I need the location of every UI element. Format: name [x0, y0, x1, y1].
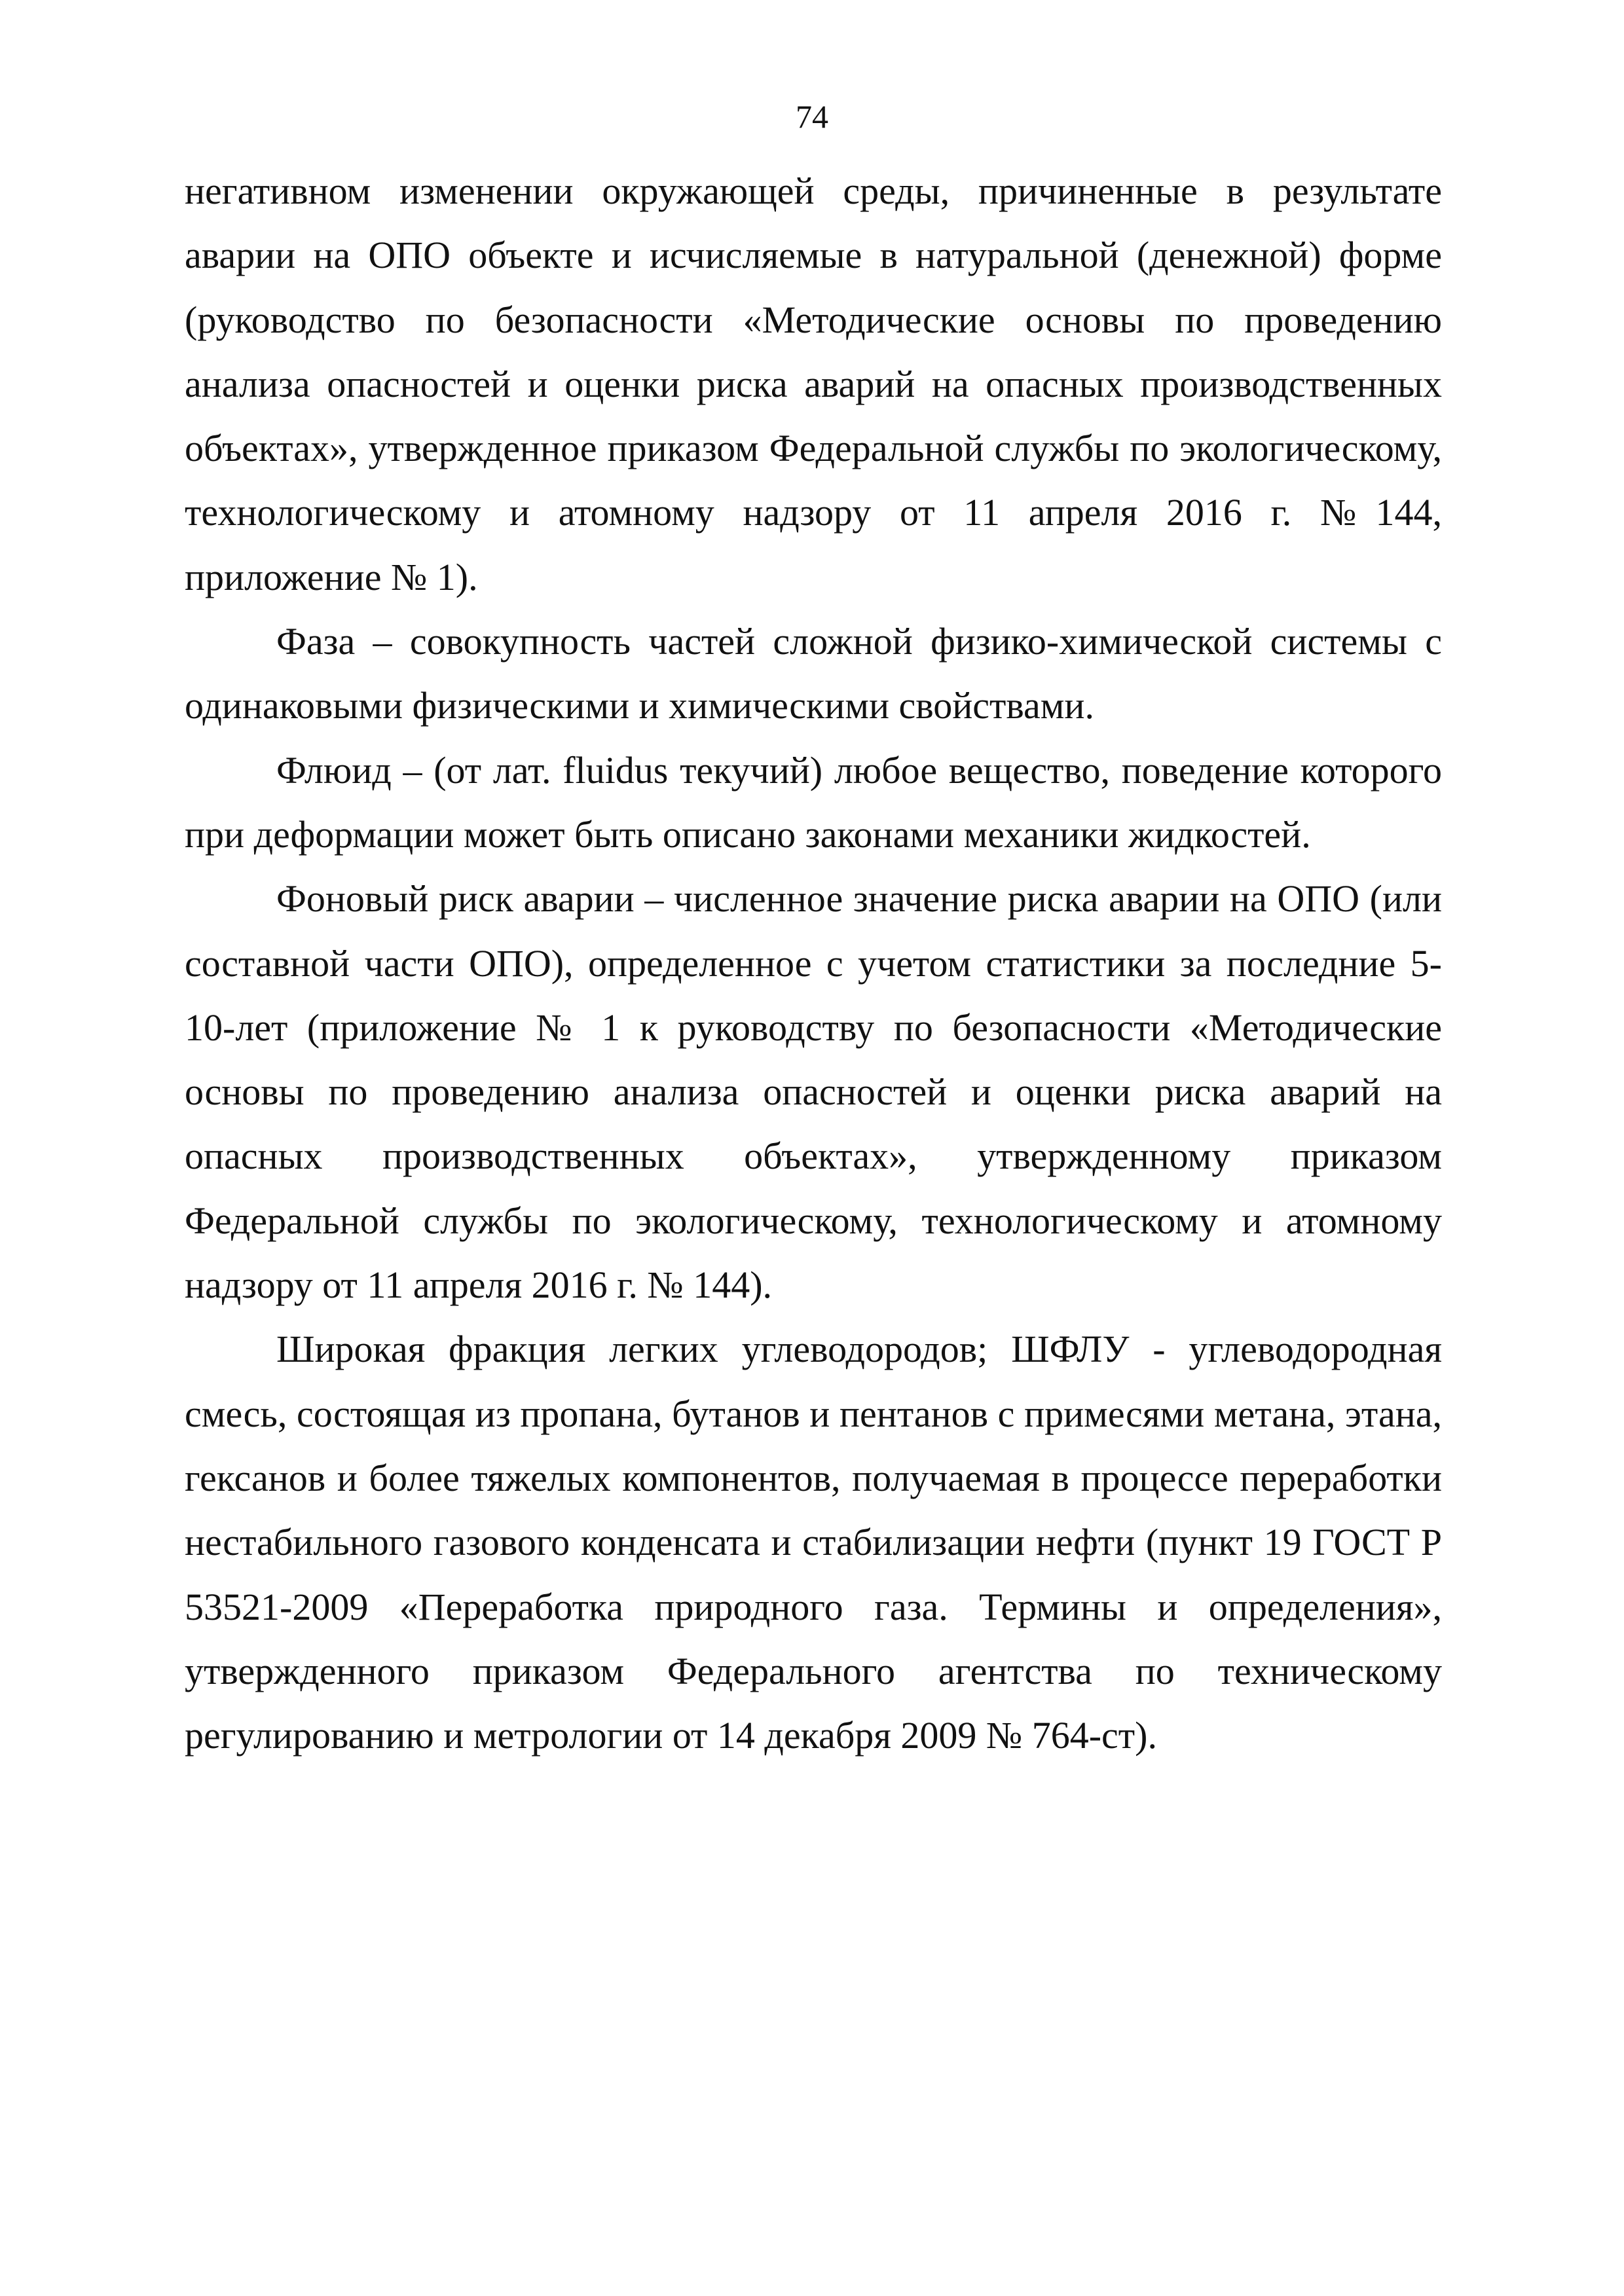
paragraph-definition-ngl: Широкая фракция легких углеводородов; ШФЛУ - углеводородная смесь, состоящая из пропана, бутанов и пентанов с примесями метана, этана, гексанов и более тяжелых компонентов, получаемая в процессе переработки нестабильного газового конденсата и стабилизации нефти (пункт 19 ГОСТ Р 53521-2009 «Переработка природного газа. Термины и определения», утвержденного приказом Федерального агентства по техническому регулированию и метрологии от 14 декабря 2009 № 764-ст). [185, 1328, 1442, 1757]
document-body [185, 159, 1442, 1768]
paragraph-definition-fluid: Флюид – (от лат. fluidus текучий) любое вещество, поведение которого при деформации может быть описано законами механики жидкостей. [185, 748, 1442, 856]
paragraph-definition-phase: Фаза – совокупность частей сложной физико-химической системы с одинаковыми физическими и химическими свойствами. [185, 620, 1442, 727]
paragraph-continuation: негативном изменении окружающей среды, причиненные в результате аварии на ОПО объекте и исчисляемые в натуральной (денежной) форме (руководство по безопасности «Методические основы по проведению анализа опасностей и оценки риска аварий на опасных производственных объектах», утвержденное приказом Федеральной службы по экологическому, технологическому и атомному надзору от 11 апреля 2016 г. №144, приложение № 1). [185, 170, 1442, 598]
page-number: 74 [796, 98, 828, 135]
paragraph-definition-background-risk: Фоновый риск аварии – численное значение риска аварии на ОПО (или составной части ОПО), определенное с учетом статистики за последние 5-10-лет (приложение № 1 к руководству по безопасности «Методические основы по проведению анализа опасностей и оценки риска аварий на опасных производственных объектах», утвержденному приказом Федеральной службы по экологическому, технологическому и атомному надзору от 11 апреля 2016 г. № 144). [185, 877, 1442, 1307]
